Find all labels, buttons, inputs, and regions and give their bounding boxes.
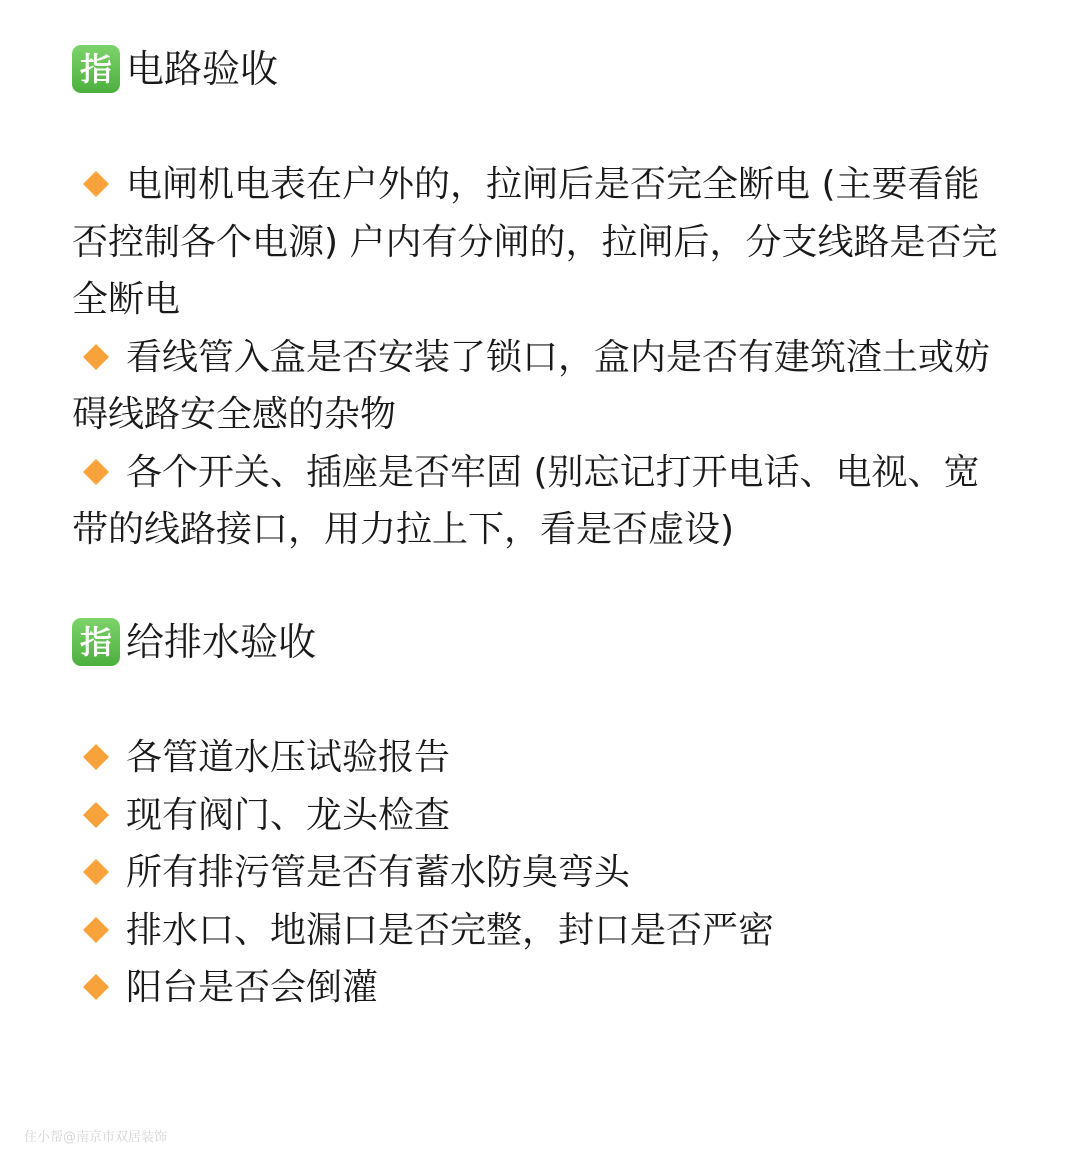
orange-diamond-icon: [82, 170, 110, 198]
list-item: 电闸机电表在户外的，拉闸后是否完全断电 (主要看能否控制各个电源) 户内有分闸的，拉闸后，分支线路是否完全断电: [72, 164, 998, 320]
orange-diamond-icon: [82, 916, 110, 944]
orange-diamond-icon: [82, 858, 110, 886]
zhi-finger-icon: 指: [72, 618, 120, 666]
list-item: 阳台是否会倒灌: [72, 959, 1012, 1017]
list-item: 各管道水压试验报告: [72, 729, 1012, 787]
list-item: 排水口、地漏口是否完整，封口是否严密: [72, 902, 1012, 960]
list-item: 各个开关、插座是否牢固 (别忘记打开电话、电视、宽带的线路接口，用力拉上下，看是否虚设): [72, 451, 980, 550]
list-item: 看线管入盒是否安装了锁口，盒内是否有建筑渣土或妨碍线路安全感的杂物: [72, 336, 991, 435]
list-item: 现有阀门、龙头检查: [72, 787, 1012, 845]
list-item: 所有排污管是否有蓄水防臭弯头: [72, 844, 1012, 902]
zhi-finger-icon: 指: [72, 45, 120, 93]
watermark: 住小帮@南京市双居装饰: [24, 1130, 168, 1145]
electrical-checklist: [72, 156, 1012, 559]
orange-diamond-icon: [82, 801, 110, 829]
orange-diamond-icon: [82, 343, 110, 371]
orange-diamond-icon: [82, 973, 110, 1001]
section-title-electrical: [72, 44, 278, 94]
orange-diamond-icon: [82, 743, 110, 771]
orange-diamond-icon: [82, 458, 110, 486]
section-title-plumbing: [72, 617, 316, 667]
section-title-text: 给排水验收: [126, 620, 317, 664]
plumbing-checklist: [72, 729, 1012, 1017]
section-title-text: 电路验收: [126, 47, 279, 91]
